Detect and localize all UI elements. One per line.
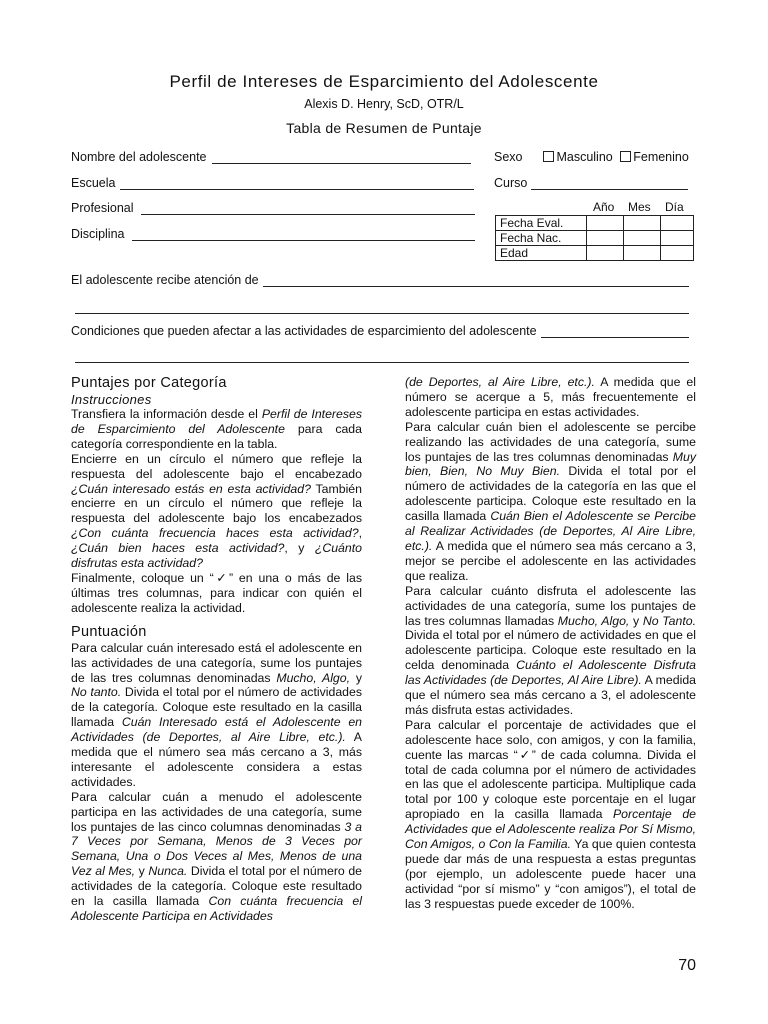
fecha-nac-label: Fecha Nac. xyxy=(496,231,587,246)
fecha-nac-dia-cell[interactable] xyxy=(661,231,694,246)
condiciones-input[interactable] xyxy=(541,322,689,338)
edad-dia-cell[interactable] xyxy=(661,246,694,261)
field-disciplina-label: Disciplina xyxy=(71,227,125,241)
form-subtitle: Tabla de Resumen de Puntaje xyxy=(286,120,482,136)
page-number: 70 xyxy=(678,957,696,974)
nombre-input[interactable] xyxy=(212,148,471,164)
fecha-eval-label: Fecha Eval. xyxy=(496,216,587,231)
paragraph: Para calcular cuán interesado está el adolescente en las actividades de una categoría, sume los puntajes de las tres columnas denominadas Mucho, Algo, y No tanto. Divida el total por el número de actividades de la categoría. Coloque este resultado en la casilla llamada Cuán Interesado está el Adolescente en Actividades (de Deportes, al Aire Libre, etc.). A medida que el número sea más cercano a 3, más interesante el adolescente considera a estas actividades. xyxy=(71,640,363,789)
field-atencion-label: El adolescente recibe atención de xyxy=(71,273,259,287)
col-mes: Mes xyxy=(628,200,651,214)
fecha-nac-ano-cell[interactable] xyxy=(587,231,624,246)
dates-table xyxy=(495,215,694,261)
field-escuela-label: Escuela xyxy=(71,176,116,190)
paragraph: Para calcular cuán bien el adolescente se percibe realizando las actividades de una categoría, sume los puntajes de las tres columnas denominadas Muy bien, Bien, No Muy Bien. Divida el total por el número de actividades de la categoría en las que el adolescente participa. Coloque este resultado en la casilla llamada Cuán Bien el Adolescente se Percibe al Realizar Actividades (de Deportes, Al Aire Libre, etc.). A medida que el número sea más cercano a 3, mejor se percibe el adolescente en las actividades que realiza. xyxy=(405,419,696,583)
left-column xyxy=(71,375,362,924)
field-condiciones-label: Condiciones que pueden afectar a las actividades de esparcimiento del adolescente xyxy=(71,324,537,338)
col-dia: Día xyxy=(665,200,684,214)
col-ano: Año xyxy=(593,200,615,214)
edad-label: Edad xyxy=(496,246,587,261)
fecha-eval-ano-cell[interactable] xyxy=(587,216,624,231)
condiciones-input-line2[interactable] xyxy=(75,347,689,363)
femenino-checkbox[interactable] xyxy=(620,151,631,162)
atencion-input-line2[interactable] xyxy=(75,298,689,314)
right-column xyxy=(405,375,696,912)
fecha-eval-mes-cell[interactable] xyxy=(624,216,661,231)
author-line: Alexis D. Henry, ScD, OTR/L xyxy=(304,97,464,111)
table-row xyxy=(496,231,694,246)
table-row xyxy=(496,216,694,231)
paragraph: (de Deportes, al Aire Libre, etc.). A medida que el número se acerque a 5, más frecuentemente el adolescente participa en estas actividades. xyxy=(405,375,696,419)
edad-mes-cell[interactable] xyxy=(624,246,661,261)
sexo-label: Sexo xyxy=(494,150,523,164)
field-curso-label: Curso xyxy=(494,176,528,190)
section-subheading-instrucciones: Instrucciones xyxy=(71,392,152,407)
edad-ano-cell[interactable] xyxy=(587,246,624,261)
disciplina-input[interactable] xyxy=(132,225,475,241)
paragraph: Para calcular cuánto disfruta el adolescente las actividades de una categoría, sume los puntajes de las tres columnas llamadas Mucho, Algo, y No Tanto. Divida el total por el número de actividades en que el adolescente participa. Coloque este resultado en la celda denominada Cuánto el Adolescente Disfruta las Actividades (de Deportes, Al Aire Libre). A medida que el número sea más cercano a 3, el adolescente más disfruta estas actividades. xyxy=(405,583,696,717)
paragraph: Transfiera la información desde el Perfil de Intereses de Esparcimiento del Adolescente para cada categoría correspondiente en la tabla. xyxy=(71,407,362,451)
page-title: Perfil de Intereses de Esparcimiento del Adolescente xyxy=(169,72,599,91)
table-row xyxy=(496,246,694,261)
masculino-label: Masculino xyxy=(556,150,613,164)
fecha-nac-mes-cell[interactable] xyxy=(624,231,661,246)
escuela-input[interactable] xyxy=(120,174,474,190)
paragraph: Finalmente, coloque un “✓” en una o más de las últimas tres columnas, para indicar con quién el adolescente realiza la actividad. xyxy=(71,570,362,615)
masculino-checkbox[interactable] xyxy=(543,151,554,162)
paragraph: Encierre en un círculo el número que refleje la respuesta del adolescente bajo el encabezado ¿Cuán interesado estás en esta actividad? También encierre en un círculo el número que refleje la respuesta del adolescente bajo los encabezados ¿Con cuánta frecuencia haces esta actividad?, ¿Cuán bien haces esta actividad?, y ¿Cuánto disfrutas esta actividad? xyxy=(71,451,362,571)
field-profesional-label: Profesional xyxy=(71,201,134,215)
fecha-eval-dia-cell[interactable] xyxy=(661,216,694,231)
sexo-group xyxy=(494,150,689,164)
femenino-label: Femenino xyxy=(633,150,689,164)
section-heading-puntajes: Puntajes por Categoría xyxy=(71,375,227,391)
atencion-input[interactable] xyxy=(263,271,689,287)
curso-input[interactable] xyxy=(531,174,688,190)
paragraph: Para calcular el porcentaje de actividades que el adolescente hace solo, con amigos, y con la familia, cuente las marcas “✓” de cada columna. Divida el total de cada columna por el número de actividades en las que el adolescente participa. Multiplique cada total por 100 y coloque este porcentaje en el lugar apropiado en la casilla llamada Porcentaje de Actividades que el Adolescente realiza Por Sí Mismo, Con Amigos, o Con la Familia. Ya que quien contesta puede dar más de una respuesta a estas preguntas (por ejemplo, un adolescente puede hacer una actividad “por sí mismo” y “con amigos”), el total de las 3 respuestas puede exceder de 100%. xyxy=(405,717,696,911)
paragraph: Para calcular cuán a menudo el adolescente participa en las actividades de una categoría, sume los puntajes de las cinco columnas denominadas 3 a 7 Veces por Semana, Menos de 3 Veces por Semana, Una o Dos Veces al Mes, Menos de una Vez al Mes, y Nunca. Divida el total por el número de actividades de la categoría. Coloque este resultado en la casilla llamada Con cuánta frecuencia el Adolescente Participa en Actividades xyxy=(71,789,362,923)
section-heading-puntuacion: Puntuación xyxy=(71,623,147,640)
field-nombre-label: Nombre del adolescente xyxy=(71,150,207,164)
profesional-input[interactable] xyxy=(141,199,475,215)
